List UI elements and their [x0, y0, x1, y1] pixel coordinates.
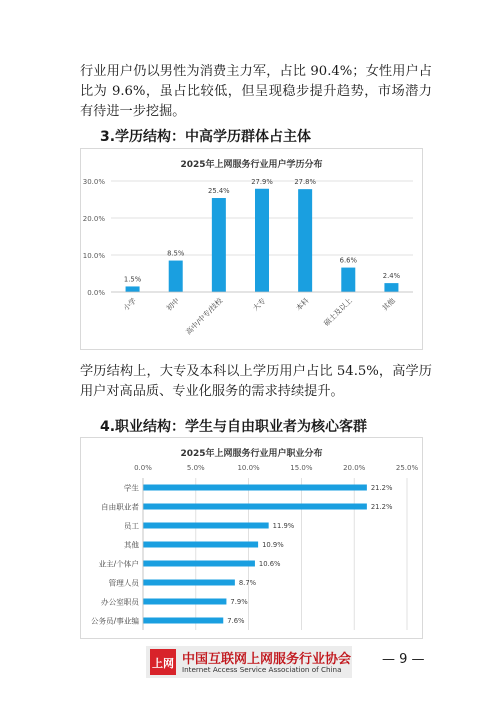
category-label: 员工 [123, 521, 139, 531]
x-tick-label: 20.0% [343, 464, 366, 472]
association-logo [146, 646, 352, 678]
logo-text: 中国互联网上网服务行业协会 [182, 652, 352, 667]
education-chart-svg [81, 149, 422, 349]
category-label: 小学 [121, 296, 138, 313]
gender-paragraph: 行业用户仍以男性为消费主力军，占比 90.4%；女性用户占比为 9.6%，虽占比较低，但呈现稳步提升趋势，市场潜力有待进一步挖掘。 [80, 64, 432, 119]
category-label: 办公室职员 [101, 597, 139, 607]
y-tick-label: 20.0% [82, 215, 105, 223]
category-label: 初中 [164, 296, 182, 313]
y-tick-label: 10.0% [82, 252, 105, 260]
x-tick-label: 10.0% [237, 464, 260, 472]
data-label: 27.8% [294, 178, 316, 187]
data-label: 2.4% [382, 272, 401, 281]
category-label: 其他 [123, 540, 139, 550]
bar [143, 580, 235, 586]
x-tick-label: 0.0% [134, 464, 152, 472]
bar [384, 283, 398, 292]
category-label: 本科 [294, 296, 311, 313]
data-label: 27.9% [251, 177, 273, 186]
data-label: 21.2% [370, 503, 393, 511]
category-label: 大专 [250, 296, 268, 313]
category-label: 硕士及以上 [321, 296, 354, 328]
data-label: 1.5% [123, 275, 142, 284]
y-tick-label: 0.0% [87, 289, 105, 297]
occupation-chart-title: 2025年上网服务行业用户职业分布 [180, 449, 323, 459]
bar [143, 504, 367, 510]
bar [143, 485, 367, 491]
category-label: 管理人员 [108, 578, 139, 588]
category-label: 学生 [123, 483, 139, 493]
occupation-chart-svg [81, 438, 422, 638]
data-label: 7.9% [230, 598, 248, 606]
data-label: 10.6% [258, 560, 281, 568]
svg-text:上网: 上网 [152, 657, 174, 670]
occupation-chart [80, 437, 423, 639]
bar [143, 599, 226, 605]
bar [212, 198, 226, 292]
bar [341, 268, 355, 292]
education-chart-title: 2025年上网服务行业用户学历分布 [180, 160, 323, 170]
bar [169, 261, 183, 292]
category-label: 业主/个体户 [98, 559, 139, 569]
category-label: 公务员/事业编 [90, 616, 139, 626]
x-tick-label: 15.0% [290, 464, 313, 472]
logo-text-en: Internet Access Service Association of China [182, 665, 342, 674]
bar [143, 618, 223, 624]
bar [143, 561, 255, 567]
education-heading: 3.学历结构：中高学历群体占主体 [100, 129, 312, 145]
data-label: 25.4% [208, 187, 230, 196]
x-tick-label: 25.0% [395, 464, 419, 472]
y-tick-label: 30.0% [82, 178, 105, 186]
page-number: — 9 — [382, 652, 425, 667]
occupation-heading: 4.职业结构：学生与自由职业者为核心客群 [100, 419, 368, 435]
data-label: 6.6% [339, 256, 357, 265]
bar [143, 542, 258, 548]
category-label: 自由职业者 [101, 502, 139, 512]
education-paragraph: 学历结构上，大专及本科以上学历用户占比 54.5%，高学历用户对高品质、专业化服务的需求持续提升。 [80, 364, 432, 399]
category-label: 其他 [380, 296, 397, 313]
education-chart [80, 148, 423, 350]
bar [126, 286, 140, 292]
bar [255, 189, 269, 292]
data-label: 8.7% [238, 579, 257, 587]
data-label: 8.5% [167, 249, 185, 258]
data-label: 7.6% [227, 617, 245, 625]
bar [143, 523, 269, 529]
x-tick-label: 5.0% [186, 464, 205, 472]
bar [298, 189, 312, 292]
data-label: 11.9% [272, 522, 295, 530]
data-label: 10.9% [262, 541, 284, 549]
category-label: 高中/中专/技校 [183, 296, 225, 337]
data-label: 21.2% [370, 484, 393, 492]
